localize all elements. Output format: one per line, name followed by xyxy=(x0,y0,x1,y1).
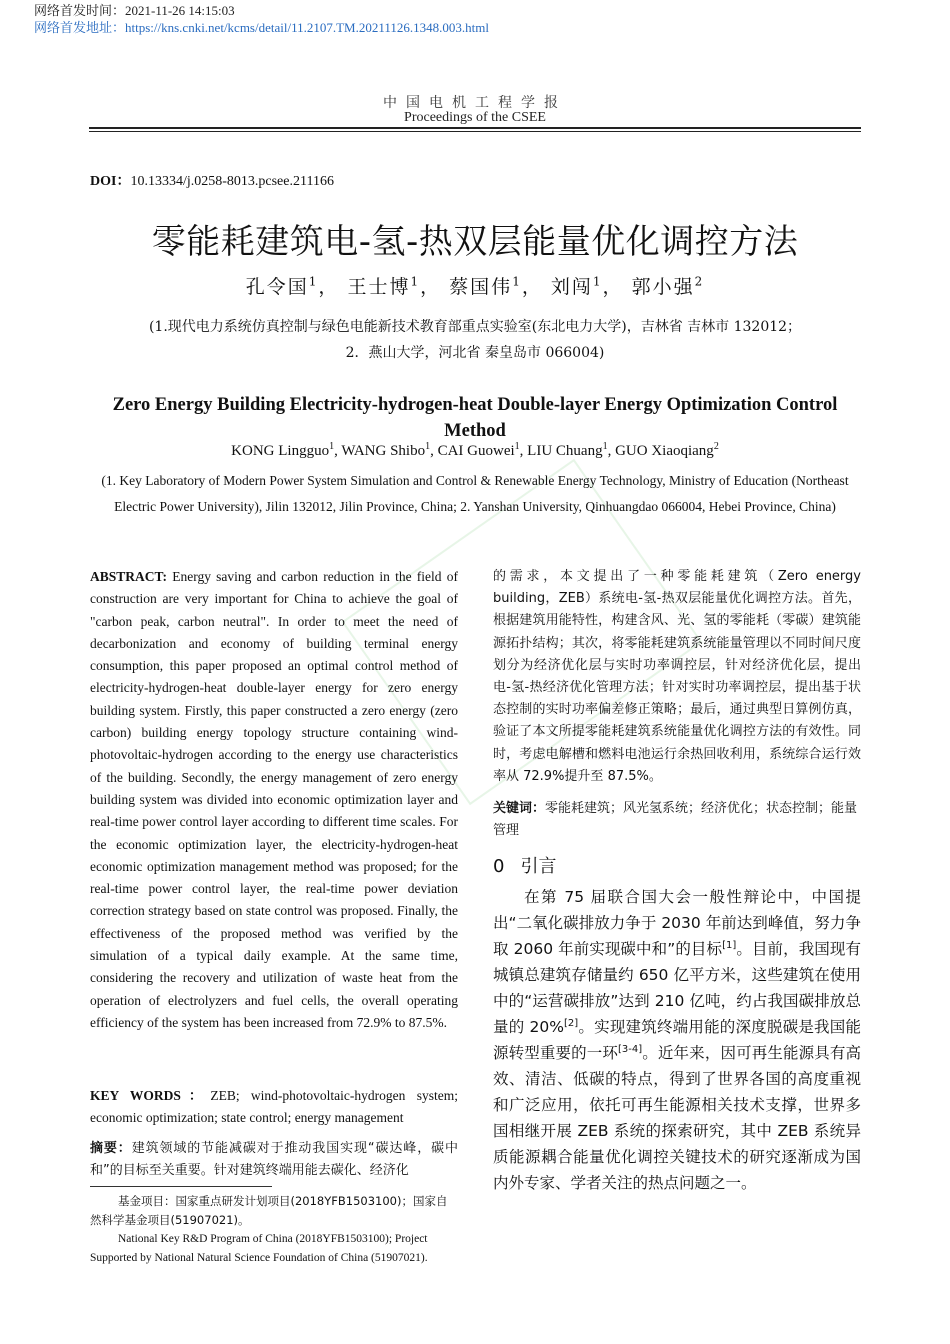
citation-ref[interactable]: [2] xyxy=(564,1017,579,1029)
authors-cn: 孔令国$^1$， 王士博$^1$， 蔡国伟$^1$， 刘闯$^1$， 郭小强$^2$ xyxy=(245,274,705,298)
author-cn: 蔡国伟 xyxy=(449,276,513,298)
author-sup: 1 xyxy=(425,441,431,452)
intro-text-4: 。近年来，因可再生能源具有高效、清洁、低碳的特点，得到了世界各国的高度重视和广泛应用，依托可再生能源相关技术支撑，世界多国相继开展 ZEB 系统的探索研究，其中 ZEB 系统异质能源耦合能量优化调控关键技术的研究逐渐成为国内外专家、学者关注的热点问题之一。 xyxy=(493,1044,861,1192)
author-cn: 郭小强 xyxy=(631,276,695,298)
author-cn: 刘闯 xyxy=(550,276,593,298)
author-sup: 1 xyxy=(410,274,421,289)
doi-line xyxy=(90,170,334,190)
keywords-cn-text: 零能耗建筑；风光氢系统；经济优化；状态控制；能量管理 xyxy=(493,801,858,838)
author-en: CAI Guowei xyxy=(437,443,515,459)
affiliation-cn-line1: (1.现代电力系统仿真控制与绿色电能新技术教育部重点实验室(东北电力大学)，吉林省 吉林市 132012； xyxy=(148,319,802,335)
paper-title-cn: 零能耗建筑电-氢-热双层能量优化调控方法 xyxy=(151,222,799,262)
abstract-cn-part1 xyxy=(90,1138,458,1182)
header-rule-thin xyxy=(89,131,861,132)
author-sup: 1 xyxy=(602,441,608,452)
section-title: 引言 xyxy=(520,856,557,877)
author-en: WANG Shibo xyxy=(341,443,426,459)
author-sup: 2 xyxy=(694,274,705,289)
footnote-fund-en xyxy=(90,1230,458,1268)
author-sup: 1 xyxy=(592,274,603,289)
author-en: GUO Xiaoqiang xyxy=(615,443,714,459)
intro-text-1: 在第 75 届联合国大会一般性辩论中，中国提出“二氧化碳排放力争于 2030 年前达到峰值，努力争取 2060 年前实现碳中和”的目标 xyxy=(493,888,861,958)
footnote-rule xyxy=(90,1186,272,1187)
author-en: LIU Chuang xyxy=(527,443,603,459)
online-publish-url[interactable]: 网络首发地址：https://kns.cnki.net/kcms/detail/11.2107.TM.20211126.1348.003.html xyxy=(34,20,489,35)
keywords-en-label: KEY WORDS： xyxy=(90,1088,211,1103)
citation-ref[interactable]: [3-4] xyxy=(618,1043,643,1055)
intro-text-2: 。目前，我国现有城镇总建筑存储量约 650 亿平方米，这些建筑在使用中的“运营碳排放”达到 210 亿吨，约占我国碳排放总量的 20% xyxy=(493,940,861,1036)
authors-en: KONG Lingguo$^1$, WANG Shibo$^1$, CAI Guowei$^1$, LIU Chuang$^1$, GUO Xiaoqiang$^2$ xyxy=(231,441,719,459)
paper-title-en: Zero Energy Building Electricity-hydrogen-heat Double-layer Energy Optimization Control Method xyxy=(112,395,838,441)
author-sup: 1 xyxy=(512,274,522,289)
journal-name-en: Proceedings of the CSEE xyxy=(404,110,546,125)
author-cn: 王士博 xyxy=(347,276,411,298)
header-rule-thick xyxy=(89,127,861,129)
keywords-en xyxy=(90,1085,458,1129)
intro-paragraph xyxy=(493,884,861,1196)
author-en: KONG Lingguo xyxy=(231,443,330,459)
affiliation-en: (1. Key Laboratory of Modern Power System Simulation and Control & Renewable Energy Technology, Ministry of Education (Northeast Electric Power University), Jilin 132012, Jilin Province, China; 2. Yanshan University, Qinhuangdao 066004, Hebei Province, China) xyxy=(101,473,849,514)
fund-cn-text: 基金项目：国家重点研发计划项目(2018YFB1503100)；国家自然科学基金项目(51907021)。 xyxy=(90,1194,448,1227)
doi-label: DOI： xyxy=(90,174,131,189)
abstract-en-text: Energy saving and carbon reduction in the field of construction are very important for China to achieve the goal of "carbon peak, carbon neutral". In order to meet the need of decarbonization and economy of building terminal energy consumption, this paper proposed an optimal control method of electricity-hydrogen-heat double-layer energy for zero energy building system. Firstly, this paper constructed a zero energy (zero carbon) building energy topology structure containing wind-photovoltaic-hydrogen according to the energy use characteristics of the building. Secondly, the energy management of zero energy building system was divided into economic optimization layer and real-time power control layer according to different time scales. For the economic optimization layer, the electricity-hydrogen-heat economic optimization management method was proposed; for the real-time power control layer, the real-time power deviation correction strategy based on state control was proposed. Finally, the effectiveness of the proposed method was verified by the simulation of a typical daily example. At the same time, considering the recovery and utilization of waste heat from the operation of electrolyzers and fuel cells, the overall operating efficiency of the system has been increased from 72.9% to 87.5%. xyxy=(90,569,458,1030)
online-publish-time: 网络首发时间：2021-11-26 14:15:03 xyxy=(34,3,235,18)
abstract-cn-part2: 的需求，本文提出了一种零能耗建筑（Zero energy building，ZEB）系统电-氢-热双层能量优化调控方法。首先，根据建筑用能特性，构建含风、光、氢的零能耗（零碳）建筑能源拓扑结构；其次，将零能耗建筑系统能量管理以不同时间尺度划分为经济优化层与实时功率调控层，针对经济优化层，提出电-氢-热经济优化管理方法；针对实时功率调控层，提出基于状态控制的实时功率偏差修正策略；最后，通过典型日算例仿真，验证了本文所提零能耗建筑系统能量优化调控方法的有效性。同时，考虑电解槽和燃料电池运行余热回收利用，系统综合运行效率从 72.9%提升至 87.5%。 xyxy=(493,569,861,784)
abstract-cn-label: 摘要： xyxy=(90,1141,132,1156)
footnote-fund-cn xyxy=(90,1192,458,1230)
author-sup: 2 xyxy=(713,441,719,452)
section-number: 0 xyxy=(493,856,505,877)
doi-value: 10.13334/j.0258-8013.pcsee.211166 xyxy=(130,174,334,189)
journal-name-cn: 中国电机工程学报 xyxy=(383,95,567,111)
author-sup: 1 xyxy=(514,441,520,452)
abstract-en-label: ABSTRACT: xyxy=(90,569,168,584)
section-heading xyxy=(493,852,556,878)
intro-text-3: 。实现建筑终端用能的深度脱碳是我国能源转型重要的一环 xyxy=(493,1018,861,1062)
keywords-cn-label: 关键词： xyxy=(493,801,546,816)
citation-ref[interactable]: [1] xyxy=(722,939,737,951)
keywords-cn xyxy=(493,798,861,842)
author-sup: 1 xyxy=(329,441,335,452)
affiliation-cn-line2: 2．燕山大学，河北省 秦皇岛市 066004) xyxy=(345,345,605,361)
keywords-en-text: ZEB; wind-photovoltaic-hydrogen system; economic optimization; state control; energy management xyxy=(90,1088,458,1125)
author-cn: 孔令国 xyxy=(245,276,309,298)
abstract-en xyxy=(90,566,458,1034)
author-sup: 1 xyxy=(308,274,319,289)
abstract-cn-text-1: 建筑领域的节能减碳对于推动我国实现“碳达峰，碳中和”的目标至关重要。针对建筑终端用能去碳化、经济化 xyxy=(90,1141,458,1178)
fund-en-text: National Key R&D Program of China (2018YFB1503100); Project Supported by National Natural Science Foundation of China (51907021). xyxy=(90,1233,428,1264)
